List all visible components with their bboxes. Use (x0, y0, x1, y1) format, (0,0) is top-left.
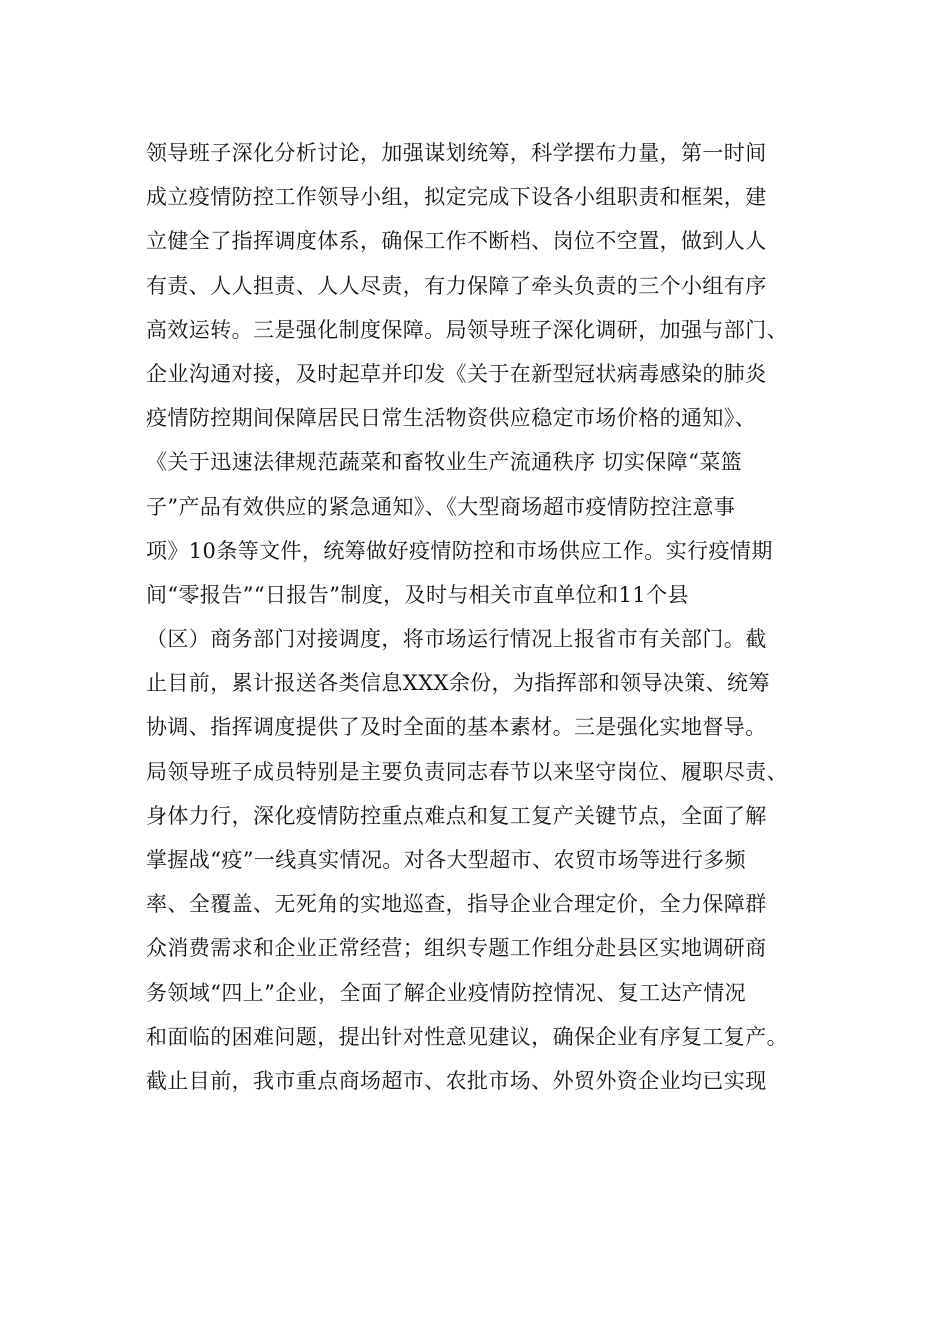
body-paragraph (146, 131, 826, 1103)
text-line: 有责、人人担责、人人尽责，有力保障了牵头负责的三个小组有序 (146, 273, 767, 298)
text-line: 率、全覆盖、无死角的实地巡查，指导企业合理定价，全力保障群 (146, 892, 767, 917)
text-line: 领导班子深化分析讨论，加强谋划统筹，科学摆布力量，第一时间 (146, 141, 767, 165)
text-line: 高效运转。三是强化制度保障。局领导班子深化调研，加强与部门、 (146, 317, 788, 342)
text-line: 截止目前，我市重点商场超市、农批市场、外贸外资企业均已实现 (146, 1068, 767, 1093)
text-line: （区）商务部门对接调度，将市场运行情况上报省市有关部门。截 (146, 627, 767, 652)
text-line: 立健全了指挥调度体系，确保工作不断档、岗位不空置，做到人人 (146, 229, 767, 254)
text-line: 协调、指挥调度提供了及时全面的基本素材。三是强化实地督导。 (146, 715, 767, 740)
text-line: 务领域“四上”企业，全面了解企业疫情防控情况、复工达产情况 (146, 980, 747, 1005)
text-line: 和面临的困难问题，提出针对性意见建议，确保企业有序复工复产。 (146, 1024, 788, 1049)
text-line: 众消费需求和企业正常经营；组织专题工作组分赴县区实地调研商 (146, 936, 767, 961)
text-line: 项》10条等文件，统筹做好疫情防控和市场供应工作。实行疫情期 (146, 538, 773, 563)
text-line: 企业沟通对接，及时起草并印发《关于在新型冠状病毒感染的肺炎 (146, 361, 767, 386)
text-line: 掌握战“疫”一线真实情况。对各大型超市、农贸市场等进行多频 (146, 848, 747, 872)
text-line: 局领导班子成员特别是主要负责同志春节以来坚守岗位、履职尽责、 (146, 759, 788, 784)
text-line: 《关于迅速法律规范蔬菜和畜牧业生产流通秩序 切实保障“菜篮 (146, 450, 743, 475)
text-line: 疫情防控期间保障居民日常生活物资供应稳定市场价格的通知》、 (146, 406, 757, 431)
text-line: 成立疫情防控工作领导小组，拟定完成下设各小组职责和框架，建 (146, 185, 767, 210)
text-line: 身体力行，深化疫情防控重点难点和复工复产关键节点，全面了解 (146, 803, 767, 828)
text-line: 子”产品有效供应的紧急通知》、《大型商场超市疫情防控注意事 (146, 494, 736, 519)
text-line: 间“零报告”“日报告”制度，及时与相关市直单位和11个县 (146, 582, 689, 607)
text-line: 止目前，累计报送各类信息XXX余份，为指挥部和领导决策、统筹 (146, 671, 770, 696)
